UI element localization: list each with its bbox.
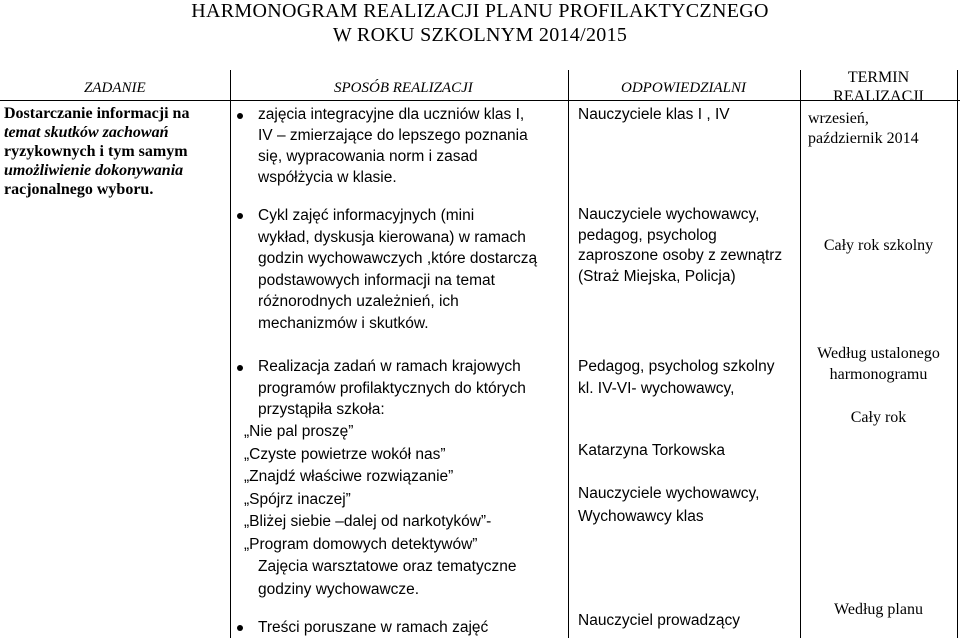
header-sposob: SPOSÓB REALIZACJI [334,80,473,96]
zadanie-cell [4,104,229,199]
text-line: mechanizmów i skutków. [258,314,429,332]
zadanie-line: Dostarczanie informacji na [4,105,190,122]
text-line: Cykl zajęć informacyjnych (mini [258,207,475,224]
header-termin [800,68,957,106]
program-item: „Czyste powietrze wokół nas” [244,445,446,463]
text-line: programów profilaktycznych do których [258,379,526,397]
text-line: pedagog, psycholog [578,226,717,244]
header-termin-line1: TERMIN [847,69,910,86]
text-line: godzin wychowawczych ,które dostarczą [258,250,538,267]
odpowiedzialni-row-2 [578,205,782,287]
text-line: Pedagog, psycholog szkolny [578,358,775,375]
odpowiedzialni-row-5 [578,483,759,528]
termin-row-3 [800,343,957,385]
termin-row-1 [800,109,957,149]
text-line: wrzesień, [808,110,869,127]
sposob-item-1 [258,104,528,188]
bullet-icon [237,213,243,219]
odpowiedzialni-row-6: Nauczyciel prowadzący [578,612,740,629]
odpowiedzialni-row-3 [578,356,774,399]
odpowiedzialni-row-4: Katarzyna Torkowska [578,442,726,459]
page-title: HARMONOGRAM REALIZACJI PLANU PROFILAKTYCZNEGO [191,0,769,22]
header-termin-line2: REALIZACJI [833,88,924,105]
text-line: harmonogramu [829,366,928,383]
column-divider-4 [957,70,958,638]
program-item: Zajęcia warsztatowe oraz tematyczne [258,558,517,575]
text-line: październik 2014 [808,130,919,147]
program-item: „Znajdź właściwe rozwiązanie” [244,468,454,485]
program-item: „Program domowych detektywów” [244,535,478,553]
text-line: Wychowawcy klas [578,507,704,525]
text-line: zajęcia integracyjne dla uczniów klas I, [258,106,525,123]
text-line: kl. IV-VI- wychowawcy, [578,379,735,397]
text-line: Nauczyciele wychowawcy, [578,485,760,502]
text-line: Nauczyciele wychowawcy, [578,206,760,223]
zadanie-line: ryzykownych i tym samym [4,143,188,160]
text-line: Według ustalonego [817,345,940,362]
termin-row-2: Cały rok szkolny [823,237,934,254]
header-odpowiedzialni: ODPOWIEDZIALNI [621,80,746,96]
text-line: współżycia w klasie. [258,169,397,186]
bullet-icon [237,625,243,631]
sposob-item-2 [258,205,537,334]
bullet-icon [237,365,243,371]
termin-row-5: Według planu [834,601,923,618]
text-line: (Straż Miejska, Policja) [578,267,736,285]
program-item: „Spójrz inaczej” [244,490,351,508]
program-list [244,421,516,601]
text-line: podstawowych informacji na temat [258,271,495,289]
program-item: godziny wychowawcze. [258,580,420,598]
zadanie-line: temat skutków zachowań [4,124,169,141]
bullet-icon [237,113,243,119]
sposob-item-4: Treści poruszane w ramach zajęć [258,619,489,636]
text-line: IV – zmierzające do lepszego poznania [258,127,528,144]
column-divider-1 [230,70,231,638]
text-line: zaproszone osoby z zewnątrz [578,247,783,264]
program-item: „Bliżej siebie –dalej od narkotyków”- [244,513,492,530]
text-line: wykład, dyskusja kierowana) w ramach [258,228,526,246]
page-subtitle: W ROKU SZKOLNYM 2014/2015 [332,24,628,46]
sposob-item-3 [258,356,526,421]
text-line: się, wypracowania norm i zasad [258,148,478,165]
header-zadanie: ZADANIE [84,80,146,96]
odpowiedzialni-row-1: Nauczyciele klas I , IV [578,106,730,123]
text-line: Realizacja zadań w ramach krajowych [258,358,521,375]
program-item: „Nie pal proszę” [244,423,354,440]
text-line: różnorodnych uzależnień, ich [258,293,459,310]
text-line: przystąpiła szkoła: [258,401,385,418]
zadanie-line: umożliwienie dokonywania [4,162,184,179]
column-divider-2 [568,70,569,638]
termin-row-4: Cały rok [850,409,907,426]
zadanie-line: racjonalnego wyboru. [4,181,154,198]
